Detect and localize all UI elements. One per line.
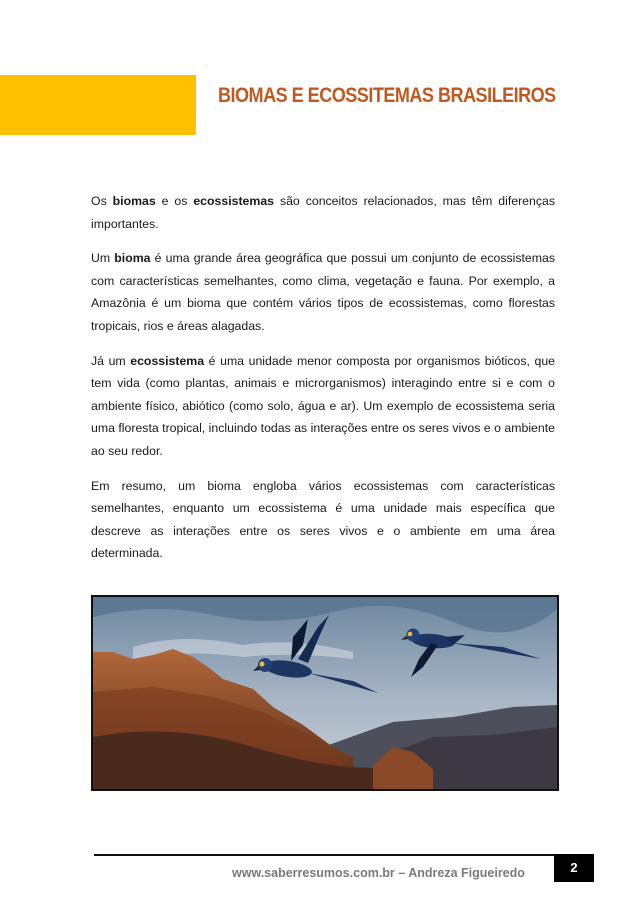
footer-credit: www.saberresumos.com.br – Andreza Figueiredo [232,866,525,880]
page-title: BIOMAS E ECOSSITEMAS BRASILEIROS [218,84,556,107]
term-bioma: bioma [114,251,151,266]
page-number-badge: 2 [554,854,594,882]
term-ecossistema: ecossistema [130,353,205,368]
macaws-illustration [93,597,557,789]
paragraph-4: Em resumo, um bioma engloba vários ecossistemas com características semelhantes, enquanto um ecossistema é uma unidade mais específica que descreve as interações entre os seres vivos e o ambiente em uma área determinada. [91,478,555,561]
article-body [91,190,555,577]
footer-divider [94,854,594,856]
paragraph-3: Já um ecossistema é uma unidade menor composta por organismos bióticos, que tem vida (como plantas, animais e microrganismos) interagindo entre si e com o ambiente físico, abiótico (como solo, água e ar). Um exemplo de ecossistema seria uma floresta tropical, incluindo todas as interações entre os seres vivos e o ambiente ao seu redor. [91,353,556,458]
paragraph-2: Um bioma é uma grande área geográfica que possui um conjunto de ecossistemas com características semelhantes, como clima, vegetação e fauna. Por exemplo, a Amazônia é um bioma que contém vários tipos de ecossistemas, como florestas tropicais, rios e áreas alagadas. [91,251,555,333]
term-ecossistemas: ecossistemas [193,194,275,208]
header-accent-bar [0,75,196,135]
macaws-photo [91,595,559,791]
term-biomas: biomas [112,194,156,208]
paragraph-1: Os biomas e os ecossistemas são conceitos relacionados, mas têm diferenças importantes. [91,194,555,231]
